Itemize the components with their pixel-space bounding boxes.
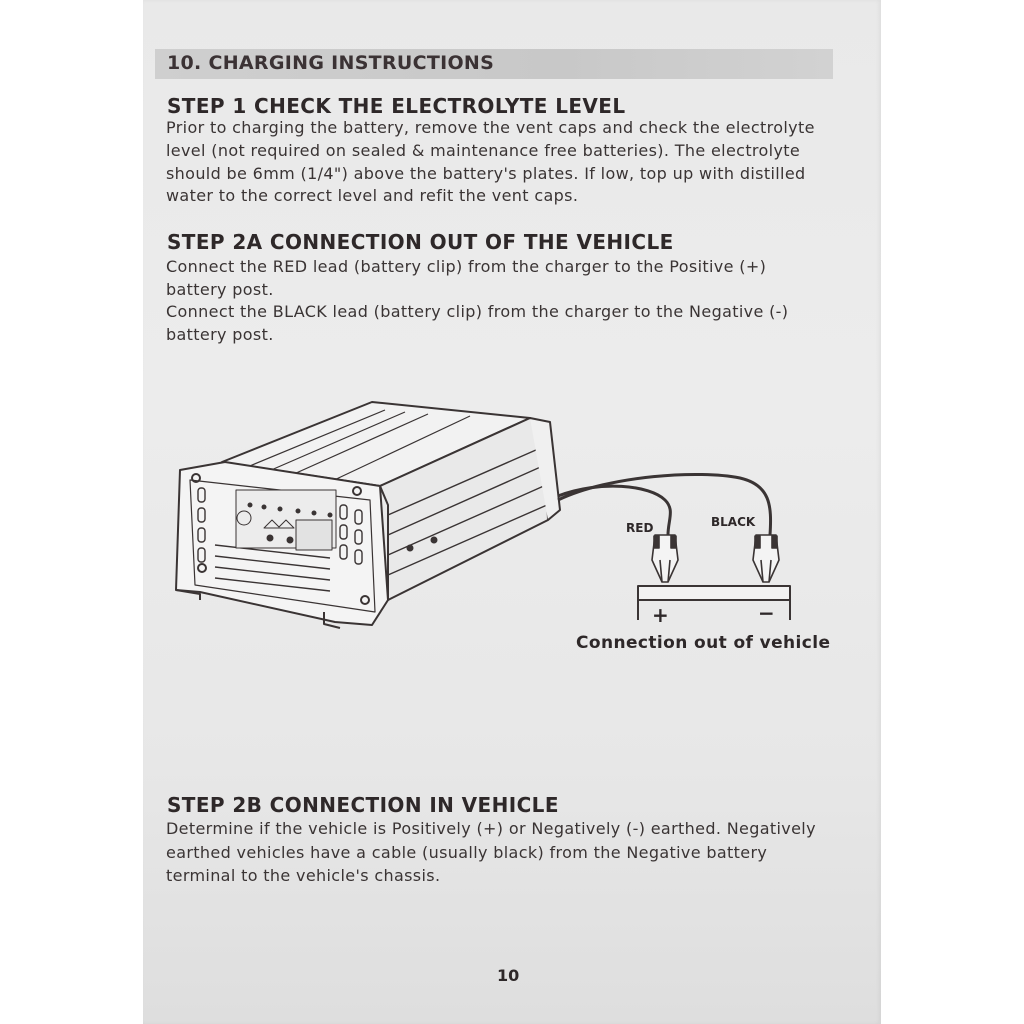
step2b-line: earthed vehicles have a cable (usually black) from the Negative battery [166,843,768,862]
step2b-title: STEP 2B CONNECTION IN VEHICLE [167,793,559,817]
section-title: 10. CHARGING INSTRUCTIONS [167,52,495,74]
step1-line: Prior to charging the battery, remove the vent caps and check the electrolyte [166,118,815,137]
step1-line: water to the correct level and refit the vent caps. [166,186,579,205]
step2a-line: Connect the RED lead (battery clip) from the charger to the Positive (+) [166,257,767,276]
step2a-line: battery post. [166,325,274,344]
step2b-line: Determine if the vehicle is Positively (+) or Negatively (-) earthed. Negatively [166,819,816,838]
step2a-line: battery post. [166,280,274,299]
page-number: 10 [497,966,520,985]
negative-terminal-symbol: − [758,601,775,625]
red-battery-clip [652,535,678,582]
step1-line: level (not required on sealed & maintenance free batteries). The electrolyte [166,141,801,160]
positive-terminal-symbol: + [652,603,669,627]
step1-title: STEP 1 CHECK THE ELECTROLYTE LEVEL [167,94,626,118]
black-label: BLACK [711,515,756,529]
red-label: RED [626,521,654,535]
battery-charger-illustration [176,402,560,628]
step2a-title: STEP 2A CONNECTION OUT OF THE VEHICLE [167,230,674,254]
step1-line: should be 6mm (1/4") above the battery's plates. If low, top up with distilled [166,164,806,183]
diagram-caption: Connection out of vehicle [576,633,831,653]
step2b-line: terminal to the vehicle's chassis. [166,866,441,885]
step2a-line: Connect the BLACK lead (battery clip) from the charger to the Negative (-) [166,302,789,321]
black-battery-clip [753,535,779,582]
